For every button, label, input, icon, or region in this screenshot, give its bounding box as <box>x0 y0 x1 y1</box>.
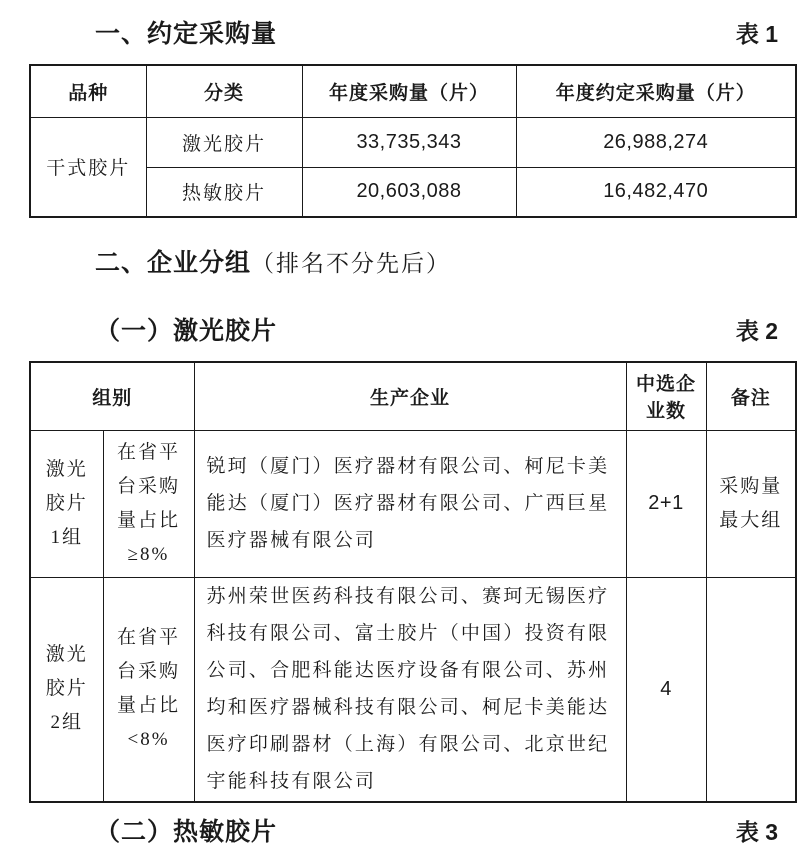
table2-header-producers: 生产企业 <box>194 362 626 430</box>
table1-header-variety: 品种 <box>30 65 146 117</box>
section2b-title: （二）热敏胶片 <box>95 818 278 846</box>
table2-remark-cell <box>706 577 796 802</box>
section1-heading-row <box>0 0 807 48</box>
table1-header-agreed-volume: 年度约定采购量（片） <box>516 65 796 117</box>
table2-row-group1 <box>30 430 796 577</box>
table1-annual-volume-cell: 20,603,088 <box>302 167 516 217</box>
table1-agreed-procurement <box>29 64 797 218</box>
table2-producers-cell: 苏州荣世医药科技有限公司、赛珂无锡医疗科技有限公司、富士胶片（中国）投资有限公司、合肥科能达医疗设备有限公司、苏州均和医疗器械科技有限公司、柯尼卡美能达医疗印刷器材（上海）有限公司、北京世纪宇能科技有限公司 <box>194 577 626 802</box>
table2-producers-cell: 锐珂（厦门）医疗器材有限公司、柯尼卡美能达（厦门）医疗器材有限公司、广西巨星医疗器械有限公司 <box>194 430 626 577</box>
table2-selected-count-cell: 2+1 <box>626 430 706 577</box>
section2-heading <box>95 249 451 281</box>
table2-selected-count-cell: 4 <box>626 577 706 802</box>
table1-category-cell: 热敏胶片 <box>146 167 302 217</box>
table2-laser-film-groups <box>29 361 797 803</box>
table1-label: 表 1 <box>735 21 778 47</box>
table2-criteria-cell: 在省平台采购量占比≥8% <box>103 430 194 577</box>
table1-header-category: 分类 <box>146 65 302 117</box>
section2b-heading-row <box>0 818 807 846</box>
table1-header-annual-volume: 年度采购量（片） <box>302 65 516 117</box>
table1-variety-cell: 干式胶片 <box>30 117 146 217</box>
table1-agreed-volume-cell: 26,988,274 <box>516 117 796 167</box>
table2-header-row <box>30 362 796 430</box>
table2-row-group2 <box>30 577 796 802</box>
table1-header-row <box>30 65 796 117</box>
table2-group-name-cell: 激光胶片2组 <box>30 577 103 802</box>
section2-heading-row <box>0 249 807 281</box>
table2-header-group: 组别 <box>30 362 194 430</box>
section1-title: 一、约定采购量 <box>95 20 278 48</box>
table1-row-laser <box>30 117 796 167</box>
section2-title: 二、企业分组 <box>95 249 252 277</box>
section2a-title: （一）激光胶片 <box>95 317 278 345</box>
table2-header-remark: 备注 <box>706 362 796 430</box>
table1-annual-volume-cell: 33,735,343 <box>302 117 516 167</box>
table2-group-name-cell: 激光胶片1组 <box>30 430 103 577</box>
table2-criteria-cell: 在省平台采购量占比<8% <box>103 577 194 802</box>
table1-category-cell: 激光胶片 <box>146 117 302 167</box>
section2-subtitle: （排名不分先后） <box>251 251 452 276</box>
table1-agreed-volume-cell: 16,482,470 <box>516 167 796 217</box>
table2-label: 表 2 <box>735 318 778 344</box>
section2a-heading-row <box>0 317 807 345</box>
table3-label: 表 3 <box>735 819 778 845</box>
table2-header-selected-count: 中选企业数 <box>626 362 706 430</box>
table2-remark-cell: 采购量最大组 <box>706 430 796 577</box>
